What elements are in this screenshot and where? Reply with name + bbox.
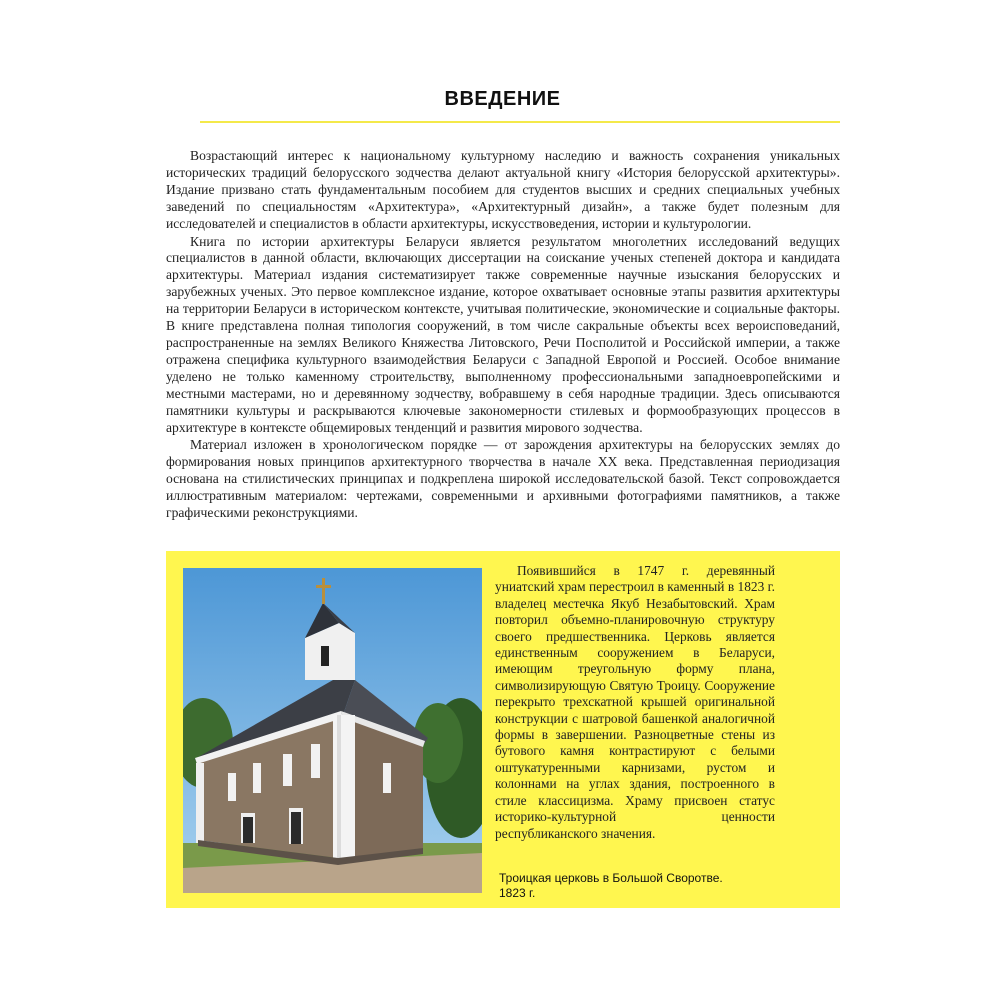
title-rule [200,121,840,123]
intro-paragraph-3: Материал изложен в хронологическом порядке — от зарождения архитектуры на белорусских землях до формирования новых принципов архитектурного творчества в начале XX века. Представленная периодизация основана на стилистических принципах и подкреплена широкой исследовательской базой. Текст сопровождается иллюстративным материалом: чертежами, современными и архивными фотографиями памятников, а также графическими реконструкциями. [166,437,840,521]
feature-paragraph: Появившийся в 1747 г. деревянный униатский храм перестроил в каменный в 1823 г. владелец местечка Якуб Незабытовский. Храм повторил объемно-планировочную структуру своего предшественника. Церковь является единственным сооружением в Беларуси, имеющим треугольную форму плана, символизирующую Святую Троицу. Сооружение перекрыто трехскатной крышей оригинальной конструкции с шатровой башенкой аналогичной формы в завершении. Разноцветные стены из бутового камня контрастируют с белыми оштукатуренными карнизами, рустом и колоннами на углах здания, построенного в стиле классицизма. Храму присвоен статус историко-культурной ценности республиканского значения. [495,563,775,841]
intro-paragraph-2: Книга по истории архитектуры Беларуси является результатом многолетних исследований ведущих специалистов в данной области, включающих диссертации на соискание ученых степеней доктора и кандидата архитектуры. Материал издания систематизирует также современные научные изыскания белорусских и зарубежных ученых. Это первое комплексное издание, которое охватывает основные этапы развития архитектуры на территории Беларуси в историческом контексте, учитывая политические, экономические и социальные факторы. В книге представлена полная типология сооружений, в том числе сакральные объекты всех вероисповеданий, распространенные на землях Великого Княжества Литовского, Речи Посполитой и Российской империи, а также отражена специфика культурного взаимодействия Беларуси с Западной Европой и Россией. Особое внимание уделено не только каменному строительству, выполненному профессиональными западноевропейскими и местными мастерами, но и деревянному зодчеству, вобравшему в себя народные традиции. Здесь описываются памятники культуры и раскрываются ключевые закономерности стилевых и формообразующих процессов в архитектуре в контексте общемировых тенденций и развития мирового зодчества. [166,233,840,435]
intro-paragraph-1: Возрастающий интерес к национальному культурному наследию и важность сохранения уникальных исторических традиций белорусского зодчества делают актуальной книгу «История белорусской архитектуры». Издание призвано стать фундаментальным пособием для студентов высших и средних специальных учебных заведений по специальностям «Архитектура», «Архитектурный дизайн», а также будет полезным для исследователей и специалистов в области архитектуры, искусствоведения, истории и культурологии. [166,148,840,231]
page-title: ВВЕДЕНИЕ [444,88,561,110]
church-photo [183,568,482,893]
photo-caption [499,871,799,901]
feature-description [495,563,775,842]
photo-caption-title: Троицкая церковь в Большой Своротве. [499,871,723,885]
feature-panel [166,551,840,908]
photo-caption-date: 1823 г. [499,886,536,900]
intro-text [166,148,840,523]
